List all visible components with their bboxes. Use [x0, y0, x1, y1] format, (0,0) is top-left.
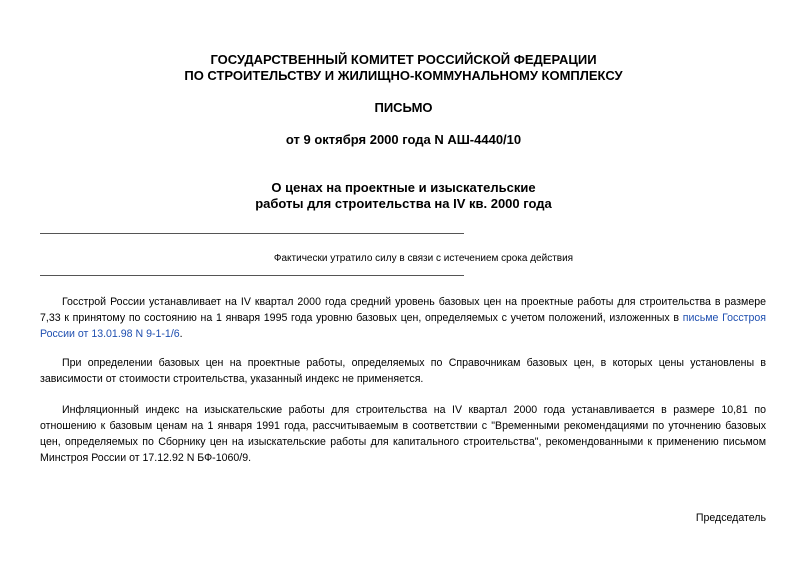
- issuer-line-1: ГОСУДАРСТВЕННЫЙ КОМИТЕТ РОССИЙСКОЙ ФЕДЕРАЦИИ: [210, 52, 597, 67]
- paragraph-1-end: .: [179, 328, 183, 340]
- document-date-number: от 9 октября 2000 года N АШ-4440/10: [285, 132, 522, 147]
- divider-top: [40, 233, 464, 234]
- status-note: Фактически утратило силу в связи с истечением срока действия: [273, 253, 574, 264]
- divider-bottom: [40, 275, 464, 276]
- subject-line-2: работы для строительства на IV кв. 2000 года: [255, 196, 552, 211]
- subject-line-1: О ценах на проектные и изыскательские: [271, 180, 536, 195]
- paragraph-2: При определении базовых цен на проектные работы, определяемых по Справочникам базовых цен, в которых цены установлены в зависимости от стоимости строительства, указанный индекс не применяется.: [40, 357, 766, 385]
- paragraph-1-text: Госстрой России устанавливает на IV квартал 2000 года средний уровень базовых цен на проектные работы для строительства в размере 7,33 к принятому по состоянию на 1 января 1995 года уровню базовых цен, определяемых с учетом положений, изложенных в: [40, 296, 766, 324]
- signature-title: Председатель: [695, 512, 766, 524]
- paragraph-3: Инфляционный индекс на изыскательские работы для строительства на IV квартал 2000 года устанавливается в размере 10,81 по отношению к базовым ценам на 1 января 1991 года, рассчитываемым в соответствии с "Временными рекомендациями по уточнению базовых цен, определяемых по Сборнику цен на изыскательские работы для капитального строительства", рекомендованными к применению письмом Минстроя России от 17.12.92 N БФ-1060/9.: [40, 404, 766, 464]
- paragraph-1: [40, 294, 766, 342]
- document-type: ПИСЬМО: [374, 100, 433, 115]
- issuer-line-2: ПО СТРОИТЕЛЬСТВУ И ЖИЛИЩНО-КОММУНАЛЬНОМУ КОМПЛЕКСУ: [184, 68, 623, 83]
- reference-link[interactable]: письме Госстроя России от 13.01.98 N 9-1-1/6: [40, 312, 766, 340]
